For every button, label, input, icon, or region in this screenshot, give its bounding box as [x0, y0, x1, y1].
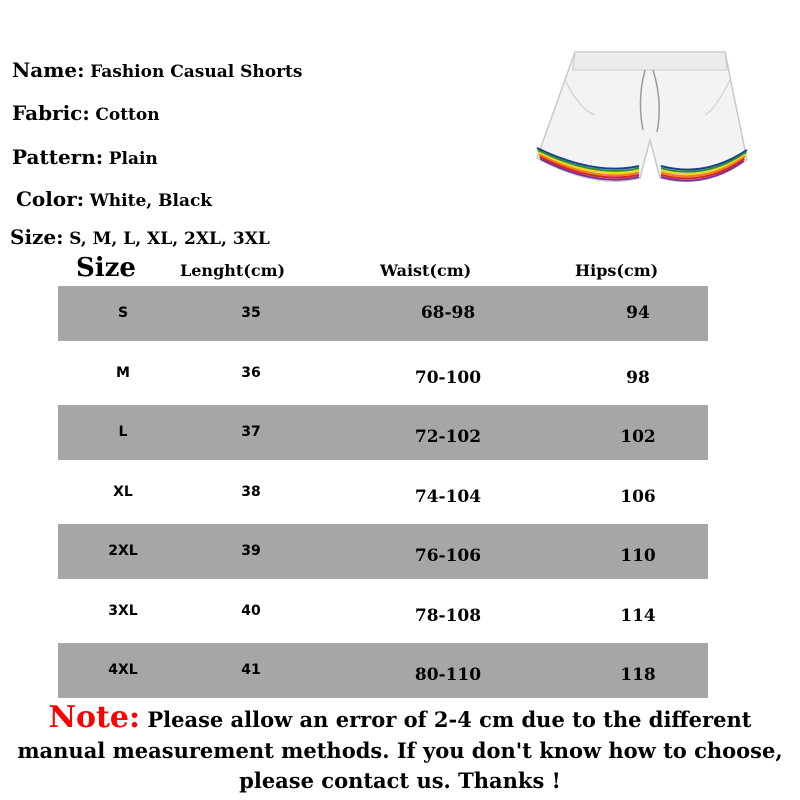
- header-length: Lenght(cm): [180, 261, 286, 280]
- cell-waist: 72-102: [414, 427, 482, 447]
- cell-length: 35: [241, 305, 261, 321]
- cell-size: M: [116, 364, 130, 381]
- spec-pattern-label: Pattern:: [12, 145, 104, 169]
- cell-length: 36: [241, 364, 261, 381]
- note-line-3: please contact us. Thanks !: [239, 768, 561, 793]
- cell-hips: 114: [620, 605, 656, 626]
- cell-size: 3XL: [108, 602, 138, 619]
- spec-color-label: Color:: [16, 187, 85, 211]
- header-hips: Hips(cm): [575, 261, 659, 280]
- cell-hips: 106: [620, 486, 656, 507]
- table-row: [58, 524, 708, 579]
- cell-length: 39: [241, 543, 261, 559]
- spec-pattern: [12, 145, 158, 169]
- product-image: [525, 40, 775, 200]
- spec-color-value: White, Black: [89, 191, 213, 211]
- size-chart-table: [58, 286, 708, 703]
- table-row: [58, 465, 708, 520]
- cell-waist: 78-108: [414, 605, 482, 626]
- cell-length: 38: [241, 483, 261, 500]
- table-row: [58, 584, 708, 639]
- cell-length: 40: [241, 602, 261, 619]
- spec-color: [16, 187, 212, 211]
- header-size: Size: [76, 253, 136, 283]
- spec-size: [10, 225, 270, 249]
- note-label: Note:: [48, 700, 141, 735]
- spec-size-value: S, M, L, XL, 2XL, 3XL: [69, 229, 270, 249]
- cell-size: XL: [113, 483, 133, 500]
- table-row: [58, 643, 708, 698]
- note-text-1: Please allow an error of 2-4 cm due to the different: [147, 707, 752, 732]
- cell-size: S: [117, 305, 129, 321]
- cell-waist: 74-104: [414, 486, 482, 507]
- cell-size: 2XL: [108, 543, 138, 559]
- spec-fabric-value: Cotton: [95, 105, 160, 125]
- cell-hips: 98: [626, 367, 650, 388]
- table-row: [58, 346, 708, 401]
- cell-hips: 110: [620, 546, 656, 566]
- table-row: [58, 405, 708, 460]
- cell-size: 4XL: [108, 662, 138, 678]
- header-waist: Waist(cm): [380, 261, 472, 280]
- spec-pattern-value: Plain: [108, 149, 158, 169]
- cell-length: 37: [241, 424, 261, 440]
- shorts-illustration: [525, 40, 775, 200]
- note-line-2: manual measurement methods. If you don't know how to choose,: [17, 738, 783, 763]
- cell-waist: 70-100: [414, 367, 482, 388]
- cell-hips: 102: [620, 427, 656, 447]
- cell-waist: 76-106: [414, 546, 482, 566]
- note-line-1: [0, 700, 800, 735]
- spec-name-label: Name:: [12, 58, 85, 82]
- cell-length: 41: [241, 662, 261, 678]
- spec-name-value: Fashion Casual Shorts: [90, 62, 303, 82]
- cell-waist: 80-110: [414, 665, 482, 685]
- cell-size: L: [118, 424, 128, 440]
- cell-hips: 94: [626, 303, 650, 323]
- cell-waist: 68-98: [420, 303, 476, 323]
- spec-name: [12, 58, 302, 82]
- spec-fabric: [12, 101, 160, 125]
- spec-fabric-label: Fabric:: [12, 101, 90, 125]
- cell-hips: 118: [620, 665, 656, 685]
- table-row: [58, 286, 708, 341]
- spec-size-label: Size:: [10, 225, 64, 249]
